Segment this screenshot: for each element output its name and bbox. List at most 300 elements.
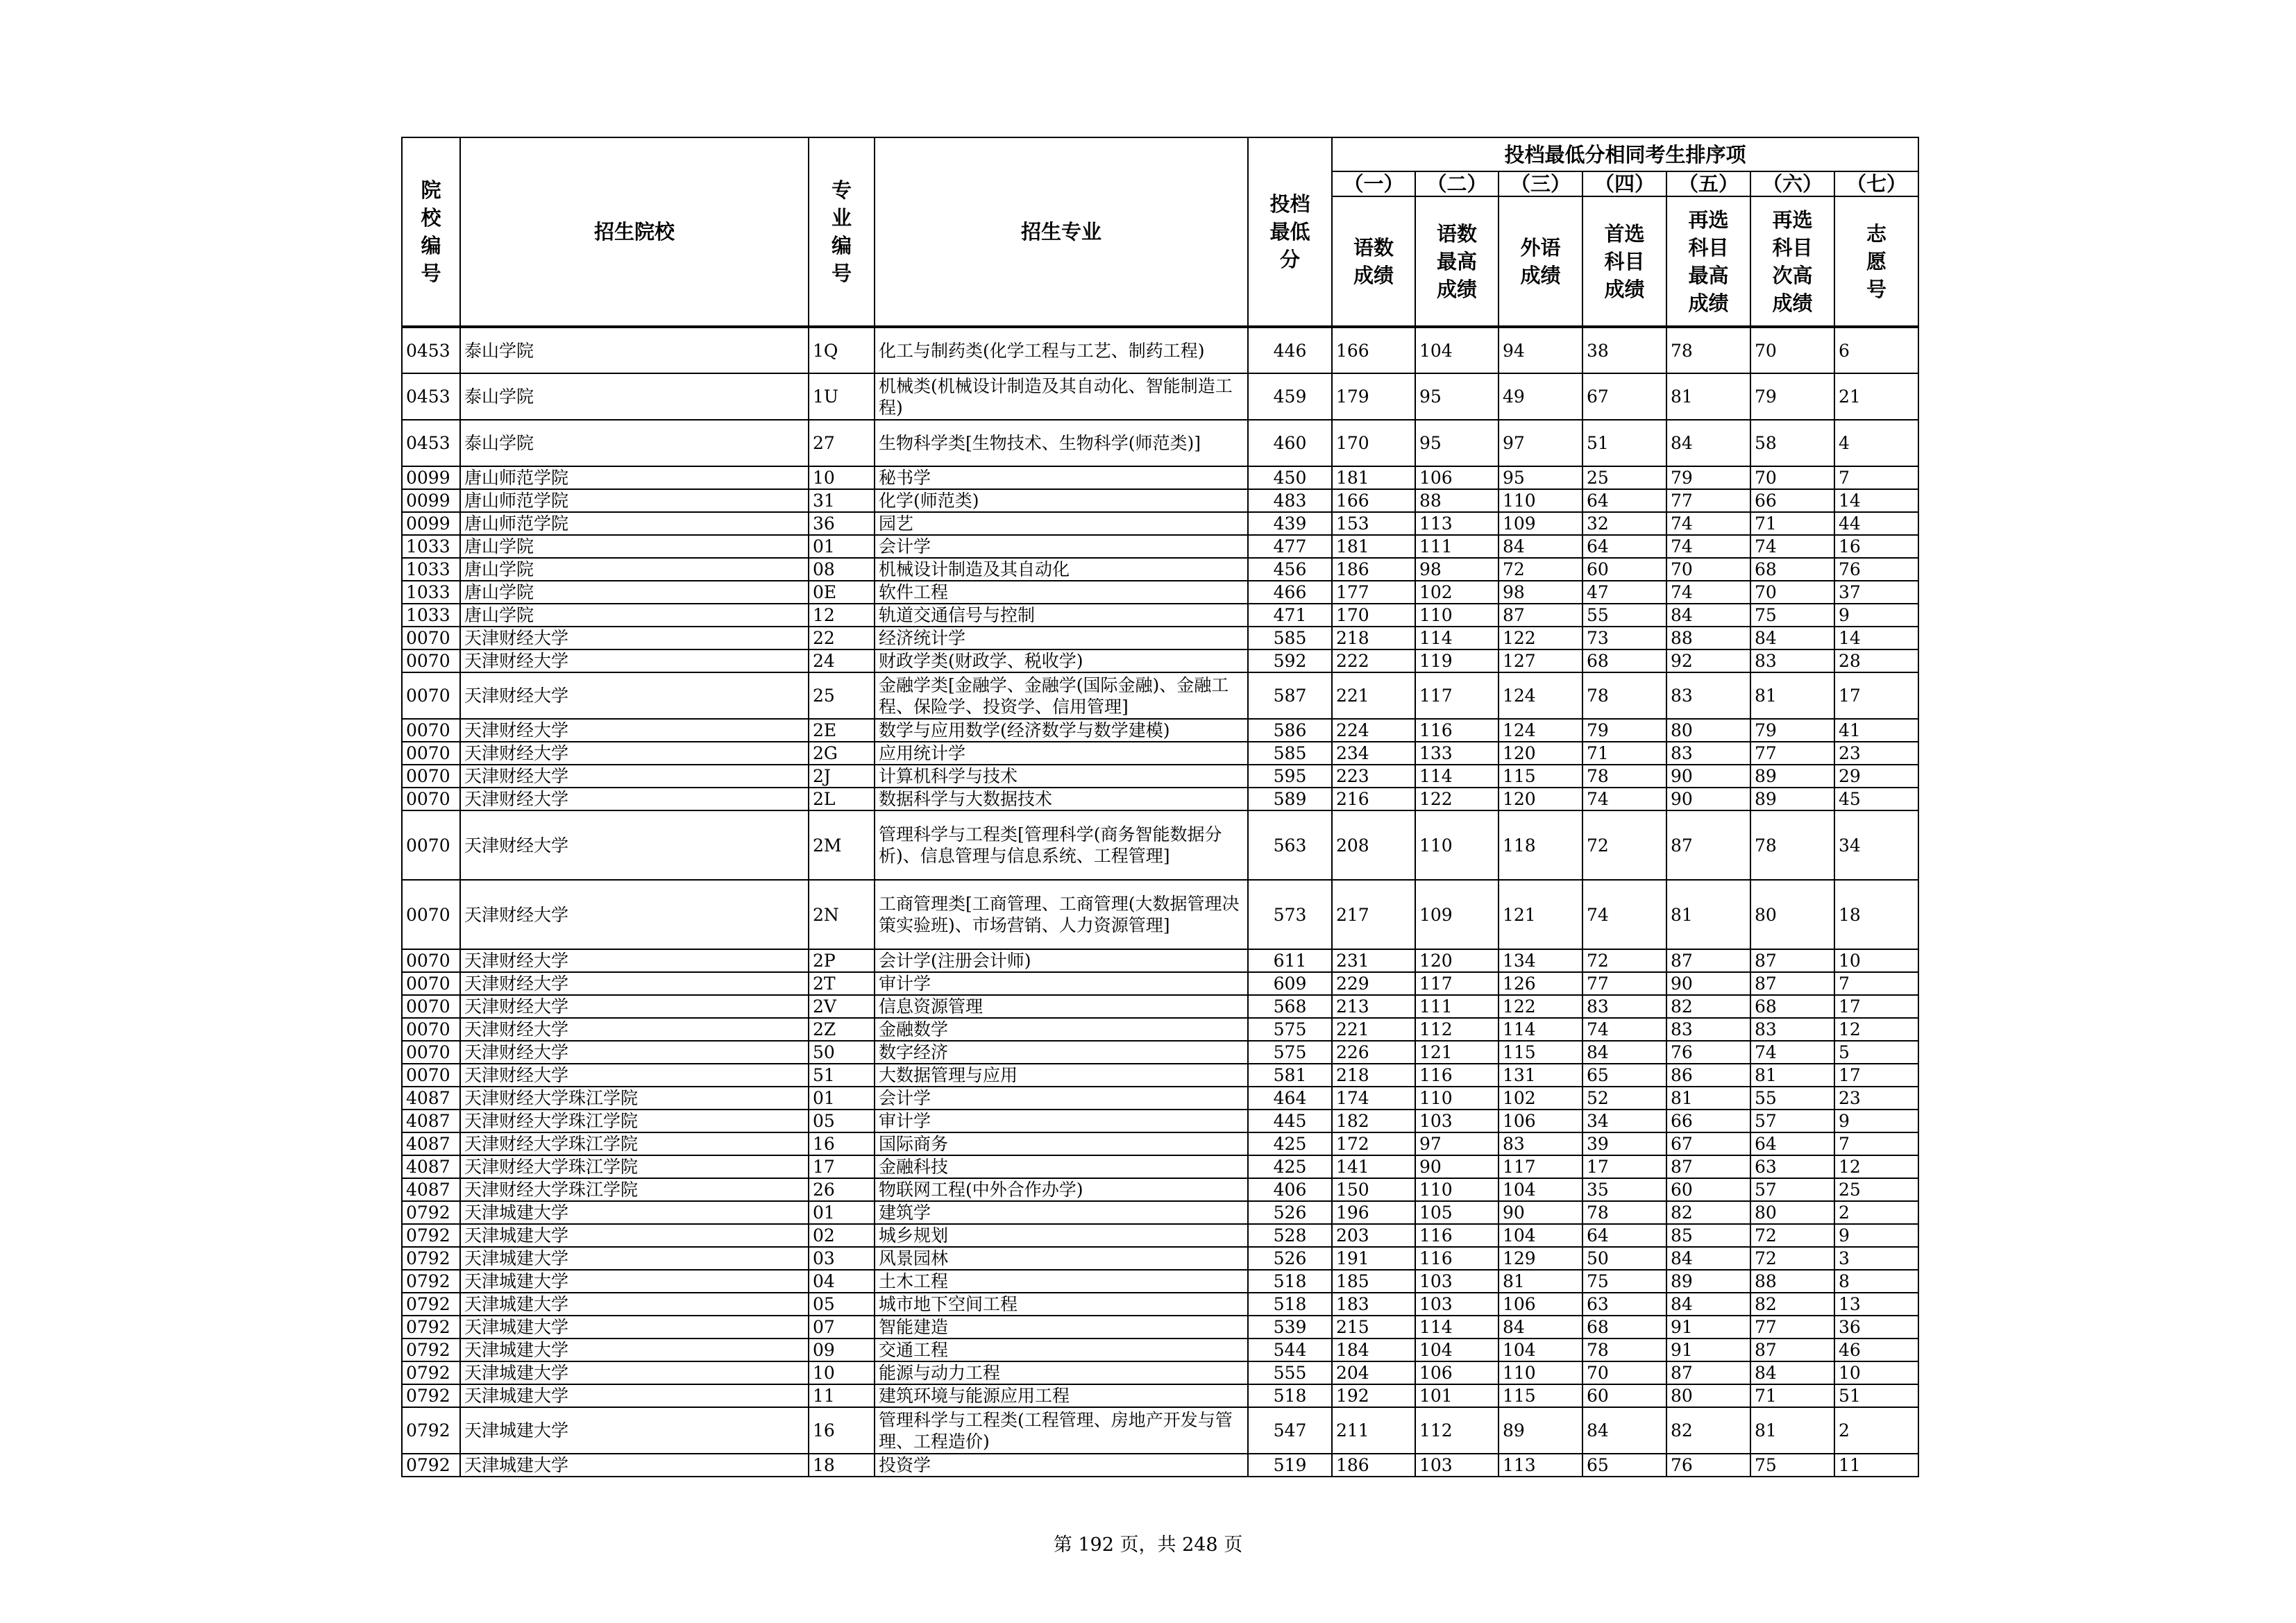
table-row xyxy=(402,604,1918,627)
major-name-cell: 建筑学 xyxy=(875,1201,1248,1224)
order-3-cell: 98 xyxy=(1499,581,1582,604)
order-2-cell: 111 xyxy=(1415,995,1499,1018)
major-code-cell: 2T xyxy=(809,972,875,995)
order-6-cell: 80 xyxy=(1750,880,1834,949)
school-code-cell: 1033 xyxy=(402,558,460,581)
min-score-cell: 439 xyxy=(1248,512,1332,535)
table-row xyxy=(402,995,1918,1018)
order-6-cell: 89 xyxy=(1750,765,1834,788)
order-7-cell: 51 xyxy=(1834,1384,1918,1407)
major-name-cell: 工商管理类[工商管理、工商管理(大数据管理决策实验班)、市场营销、人力资源管理] xyxy=(875,880,1248,949)
order-1-cell: 186 xyxy=(1332,558,1415,581)
order-4-cell: 84 xyxy=(1582,1041,1666,1064)
major-code-cell: 01 xyxy=(809,535,875,558)
school-code-cell: 0792 xyxy=(402,1270,460,1293)
major-name-cell: 交通工程 xyxy=(875,1339,1248,1361)
school-name-cell: 泰山学院 xyxy=(460,420,809,466)
min-score-cell: 445 xyxy=(1248,1110,1332,1132)
order-6-cell: 57 xyxy=(1750,1110,1834,1132)
order-5-cell: 83 xyxy=(1666,1018,1750,1041)
order-1-cell: 192 xyxy=(1332,1384,1415,1407)
order-1-cell: 223 xyxy=(1332,765,1415,788)
order-6-cell: 70 xyxy=(1750,466,1834,489)
major-code-cell: 05 xyxy=(809,1293,875,1316)
order-2-cell: 106 xyxy=(1415,466,1499,489)
major-name-cell: 大数据管理与应用 xyxy=(875,1064,1248,1087)
header-order-5: （五） xyxy=(1666,171,1750,196)
major-name-cell: 园艺 xyxy=(875,512,1248,535)
order-7-cell: 9 xyxy=(1834,1224,1918,1247)
school-code-cell: 0070 xyxy=(402,949,460,972)
order-5-cell: 87 xyxy=(1666,1361,1750,1384)
order-7-cell: 12 xyxy=(1834,1018,1918,1041)
order-5-cell: 77 xyxy=(1666,489,1750,512)
school-name-cell: 唐山学院 xyxy=(460,604,809,627)
order-1-cell: 231 xyxy=(1332,949,1415,972)
major-name-cell: 能源与动力工程 xyxy=(875,1361,1248,1384)
order-4-cell: 64 xyxy=(1582,1224,1666,1247)
order-4-cell: 32 xyxy=(1582,512,1666,535)
order-7-cell: 37 xyxy=(1834,581,1918,604)
order-6-cell: 68 xyxy=(1750,995,1834,1018)
order-7-cell: 4 xyxy=(1834,420,1918,466)
order-3-cell: 83 xyxy=(1499,1132,1582,1155)
major-name-cell: 生物科学类[生物技术、生物科学(师范类)] xyxy=(875,420,1248,466)
school-name-cell: 天津财经大学 xyxy=(460,742,809,765)
school-code-cell: 1033 xyxy=(402,581,460,604)
order-5-cell: 76 xyxy=(1666,1041,1750,1064)
school-code-cell: 0792 xyxy=(402,1454,460,1477)
order-1-cell: 226 xyxy=(1332,1041,1415,1064)
major-code-cell: 26 xyxy=(809,1178,875,1201)
major-name-cell: 数据科学与大数据技术 xyxy=(875,788,1248,810)
order-4-cell: 60 xyxy=(1582,558,1666,581)
order-1-cell: 153 xyxy=(1332,512,1415,535)
school-code-cell: 0792 xyxy=(402,1224,460,1247)
school-name-cell: 唐山师范学院 xyxy=(460,512,809,535)
order-4-cell: 64 xyxy=(1582,535,1666,558)
order-1-cell: 174 xyxy=(1332,1087,1415,1110)
order-7-cell: 2 xyxy=(1834,1201,1918,1224)
school-code-cell: 4087 xyxy=(402,1178,460,1201)
order-4-cell: 65 xyxy=(1582,1064,1666,1087)
order-2-cell: 119 xyxy=(1415,649,1499,672)
order-6-cell: 70 xyxy=(1750,327,1834,373)
major-code-cell: 50 xyxy=(809,1041,875,1064)
table-row xyxy=(402,535,1918,558)
table-row xyxy=(402,1224,1918,1247)
order-1-cell: 170 xyxy=(1332,604,1415,627)
major-code-cell: 0E xyxy=(809,581,875,604)
major-code-cell: 31 xyxy=(809,489,875,512)
min-score-cell: 477 xyxy=(1248,535,1332,558)
order-4-cell: 71 xyxy=(1582,742,1666,765)
table-row xyxy=(402,373,1918,420)
order-4-cell: 78 xyxy=(1582,672,1666,719)
order-1-cell: 208 xyxy=(1332,810,1415,880)
order-2-cell: 106 xyxy=(1415,1361,1499,1384)
school-name-cell: 天津城建大学 xyxy=(460,1201,809,1224)
major-name-cell: 管理科学与工程类(工程管理、房地产开发与管理、工程造价) xyxy=(875,1407,1248,1454)
major-code-cell: 2J xyxy=(809,765,875,788)
school-name-cell: 天津财经大学 xyxy=(460,1018,809,1041)
major-code-cell: 02 xyxy=(809,1224,875,1247)
header-name-5: 再选科目最高成绩 xyxy=(1666,196,1750,327)
order-3-cell: 102 xyxy=(1499,1087,1582,1110)
order-2-cell: 114 xyxy=(1415,1316,1499,1339)
order-4-cell: 52 xyxy=(1582,1087,1666,1110)
major-name-cell: 轨道交通信号与控制 xyxy=(875,604,1248,627)
order-6-cell: 77 xyxy=(1750,742,1834,765)
order-5-cell: 76 xyxy=(1666,1454,1750,1477)
table-row xyxy=(402,1454,1918,1477)
min-score-cell: 518 xyxy=(1248,1270,1332,1293)
order-2-cell: 88 xyxy=(1415,489,1499,512)
order-5-cell: 90 xyxy=(1666,788,1750,810)
major-name-cell: 金融学类[金融学、金融学(国际金融)、金融工程、保险学、投资学、信用管理] xyxy=(875,672,1248,719)
major-code-cell: 16 xyxy=(809,1132,875,1155)
order-5-cell: 84 xyxy=(1666,604,1750,627)
min-score-cell: 446 xyxy=(1248,327,1332,373)
min-score-cell: 526 xyxy=(1248,1201,1332,1224)
major-code-cell: 2N xyxy=(809,880,875,949)
major-name-cell: 会计学(注册会计师) xyxy=(875,949,1248,972)
school-code-cell: 4087 xyxy=(402,1155,460,1178)
school-name-cell: 天津财经大学 xyxy=(460,765,809,788)
order-7-cell: 12 xyxy=(1834,1155,1918,1178)
major-name-cell: 机械类(机械设计制造及其自动化、智能制造工程) xyxy=(875,373,1248,420)
order-7-cell: 13 xyxy=(1834,1293,1918,1316)
order-4-cell: 47 xyxy=(1582,581,1666,604)
school-name-cell: 天津财经大学珠江学院 xyxy=(460,1087,809,1110)
table-row xyxy=(402,1270,1918,1293)
school-code-cell: 0792 xyxy=(402,1407,460,1454)
order-5-cell: 90 xyxy=(1666,765,1750,788)
table-row xyxy=(402,489,1918,512)
order-3-cell: 110 xyxy=(1499,1361,1582,1384)
major-name-cell: 信息资源管理 xyxy=(875,995,1248,1018)
major-code-cell: 05 xyxy=(809,1110,875,1132)
header-order-6: （六） xyxy=(1750,171,1834,196)
school-name-cell: 天津财经大学 xyxy=(460,788,809,810)
order-3-cell: 95 xyxy=(1499,466,1582,489)
school-code-cell: 1033 xyxy=(402,604,460,627)
table-row xyxy=(402,1407,1918,1454)
order-1-cell: 166 xyxy=(1332,489,1415,512)
order-3-cell: 104 xyxy=(1499,1224,1582,1247)
header-order-4: （四） xyxy=(1582,171,1666,196)
order-4-cell: 34 xyxy=(1582,1110,1666,1132)
order-3-cell: 97 xyxy=(1499,420,1582,466)
min-score-cell: 575 xyxy=(1248,1041,1332,1064)
order-7-cell: 17 xyxy=(1834,672,1918,719)
order-1-cell: 177 xyxy=(1332,581,1415,604)
order-3-cell: 94 xyxy=(1499,327,1582,373)
min-score-cell: 581 xyxy=(1248,1064,1332,1087)
min-score-cell: 450 xyxy=(1248,466,1332,489)
school-code-cell: 0792 xyxy=(402,1201,460,1224)
order-2-cell: 121 xyxy=(1415,1041,1499,1064)
order-1-cell: 186 xyxy=(1332,1454,1415,1477)
min-score-cell: 456 xyxy=(1248,558,1332,581)
min-score-cell: 483 xyxy=(1248,489,1332,512)
min-score-cell: 587 xyxy=(1248,672,1332,719)
order-2-cell: 98 xyxy=(1415,558,1499,581)
table-row xyxy=(402,1247,1918,1270)
header-name-3: 外语成绩 xyxy=(1499,196,1582,327)
table-row xyxy=(402,1155,1918,1178)
table-row xyxy=(402,1064,1918,1087)
order-7-cell: 7 xyxy=(1834,972,1918,995)
school-name-cell: 唐山学院 xyxy=(460,581,809,604)
school-name-cell: 唐山师范学院 xyxy=(460,489,809,512)
order-1-cell: 141 xyxy=(1332,1155,1415,1178)
order-7-cell: 34 xyxy=(1834,810,1918,880)
order-2-cell: 116 xyxy=(1415,1247,1499,1270)
major-name-cell: 城市地下空间工程 xyxy=(875,1293,1248,1316)
school-code-cell: 4087 xyxy=(402,1132,460,1155)
order-5-cell: 90 xyxy=(1666,972,1750,995)
order-5-cell: 74 xyxy=(1666,512,1750,535)
order-3-cell: 104 xyxy=(1499,1339,1582,1361)
order-3-cell: 121 xyxy=(1499,880,1582,949)
school-name-cell: 唐山师范学院 xyxy=(460,466,809,489)
header-min-score: 投档最低分 xyxy=(1248,137,1332,327)
order-3-cell: 84 xyxy=(1499,535,1582,558)
major-code-cell: 01 xyxy=(809,1087,875,1110)
major-name-cell: 城乡规划 xyxy=(875,1224,1248,1247)
order-6-cell: 72 xyxy=(1750,1224,1834,1247)
major-code-cell: 27 xyxy=(809,420,875,466)
table-row xyxy=(402,788,1918,810)
table-row xyxy=(402,765,1918,788)
school-code-cell: 1033 xyxy=(402,535,460,558)
min-score-cell: 519 xyxy=(1248,1454,1332,1477)
table-row xyxy=(402,1110,1918,1132)
major-name-cell: 会计学 xyxy=(875,535,1248,558)
order-1-cell: 185 xyxy=(1332,1270,1415,1293)
school-name-cell: 天津财经大学珠江学院 xyxy=(460,1110,809,1132)
order-7-cell: 11 xyxy=(1834,1454,1918,1477)
min-score-cell: 611 xyxy=(1248,949,1332,972)
table-row xyxy=(402,1178,1918,1201)
order-6-cell: 72 xyxy=(1750,1247,1834,1270)
order-6-cell: 64 xyxy=(1750,1132,1834,1155)
school-name-cell: 天津城建大学 xyxy=(460,1224,809,1247)
order-7-cell: 9 xyxy=(1834,604,1918,627)
major-code-cell: 11 xyxy=(809,1384,875,1407)
major-code-cell: 10 xyxy=(809,466,875,489)
school-code-cell: 0792 xyxy=(402,1247,460,1270)
order-4-cell: 72 xyxy=(1582,810,1666,880)
order-1-cell: 203 xyxy=(1332,1224,1415,1247)
order-5-cell: 79 xyxy=(1666,466,1750,489)
order-2-cell: 103 xyxy=(1415,1270,1499,1293)
order-3-cell: 120 xyxy=(1499,742,1582,765)
order-5-cell: 81 xyxy=(1666,373,1750,420)
order-6-cell: 55 xyxy=(1750,1087,1834,1110)
min-score-cell: 466 xyxy=(1248,581,1332,604)
order-4-cell: 17 xyxy=(1582,1155,1666,1178)
order-5-cell: 66 xyxy=(1666,1110,1750,1132)
major-code-cell: 2L xyxy=(809,788,875,810)
major-code-cell: 16 xyxy=(809,1407,875,1454)
order-2-cell: 103 xyxy=(1415,1454,1499,1477)
school-code-cell: 0070 xyxy=(402,1018,460,1041)
major-name-cell: 土木工程 xyxy=(875,1270,1248,1293)
header-major-code: 专业编号 xyxy=(809,137,875,327)
order-3-cell: 72 xyxy=(1499,558,1582,581)
order-6-cell: 87 xyxy=(1750,972,1834,995)
min-score-cell: 528 xyxy=(1248,1224,1332,1247)
header-order-7: （七） xyxy=(1834,171,1918,196)
order-7-cell: 17 xyxy=(1834,1064,1918,1087)
order-5-cell: 70 xyxy=(1666,558,1750,581)
school-code-cell: 0099 xyxy=(402,489,460,512)
table-row xyxy=(402,1316,1918,1339)
table-row xyxy=(402,327,1918,373)
order-2-cell: 105 xyxy=(1415,1201,1499,1224)
header-name-4: 首选科目成绩 xyxy=(1582,196,1666,327)
order-2-cell: 110 xyxy=(1415,604,1499,627)
order-7-cell: 16 xyxy=(1834,535,1918,558)
school-name-cell: 天津财经大学 xyxy=(460,672,809,719)
order-3-cell: 89 xyxy=(1499,1407,1582,1454)
order-4-cell: 84 xyxy=(1582,1407,1666,1454)
order-3-cell: 106 xyxy=(1499,1293,1582,1316)
school-name-cell: 天津城建大学 xyxy=(460,1407,809,1454)
order-7-cell: 21 xyxy=(1834,373,1918,420)
order-2-cell: 110 xyxy=(1415,1087,1499,1110)
table-row xyxy=(402,742,1918,765)
min-score-cell: 555 xyxy=(1248,1361,1332,1384)
order-7-cell: 6 xyxy=(1834,327,1918,373)
order-5-cell: 91 xyxy=(1666,1316,1750,1339)
major-code-cell: 22 xyxy=(809,627,875,649)
order-2-cell: 97 xyxy=(1415,1132,1499,1155)
order-6-cell: 57 xyxy=(1750,1178,1834,1201)
min-score-cell: 464 xyxy=(1248,1087,1332,1110)
major-code-cell: 17 xyxy=(809,1155,875,1178)
order-2-cell: 95 xyxy=(1415,420,1499,466)
order-2-cell: 102 xyxy=(1415,581,1499,604)
table-row xyxy=(402,1018,1918,1041)
school-name-cell: 天津财经大学 xyxy=(460,810,809,880)
min-score-cell: 563 xyxy=(1248,810,1332,880)
order-7-cell: 23 xyxy=(1834,742,1918,765)
major-name-cell: 金融数学 xyxy=(875,1018,1248,1041)
order-2-cell: 90 xyxy=(1415,1155,1499,1178)
min-score-cell: 609 xyxy=(1248,972,1332,995)
order-6-cell: 80 xyxy=(1750,1201,1834,1224)
order-2-cell: 103 xyxy=(1415,1293,1499,1316)
major-name-cell: 审计学 xyxy=(875,972,1248,995)
school-code-cell: 0099 xyxy=(402,512,460,535)
order-7-cell: 3 xyxy=(1834,1247,1918,1270)
table-row xyxy=(402,581,1918,604)
school-code-cell: 0453 xyxy=(402,327,460,373)
major-name-cell: 化工与制药类(化学工程与工艺、制药工程) xyxy=(875,327,1248,373)
order-3-cell: 127 xyxy=(1499,649,1582,672)
table-row xyxy=(402,1201,1918,1224)
order-6-cell: 87 xyxy=(1750,1339,1834,1361)
order-4-cell: 77 xyxy=(1582,972,1666,995)
admission-table xyxy=(401,137,1919,1477)
major-code-cell: 24 xyxy=(809,649,875,672)
order-5-cell: 80 xyxy=(1666,1384,1750,1407)
header-school-name: 招生院校 xyxy=(460,137,809,327)
order-5-cell: 84 xyxy=(1666,1247,1750,1270)
order-5-cell: 67 xyxy=(1666,1132,1750,1155)
order-4-cell: 78 xyxy=(1582,1201,1666,1224)
school-code-cell: 0099 xyxy=(402,466,460,489)
school-code-cell: 0070 xyxy=(402,1064,460,1087)
order-3-cell: 49 xyxy=(1499,373,1582,420)
order-1-cell: 191 xyxy=(1332,1247,1415,1270)
school-code-cell: 0792 xyxy=(402,1339,460,1361)
order-5-cell: 86 xyxy=(1666,1064,1750,1087)
order-3-cell: 87 xyxy=(1499,604,1582,627)
order-5-cell: 78 xyxy=(1666,327,1750,373)
order-3-cell: 131 xyxy=(1499,1064,1582,1087)
school-name-cell: 天津财经大学 xyxy=(460,995,809,1018)
major-code-cell: 36 xyxy=(809,512,875,535)
major-name-cell: 审计学 xyxy=(875,1110,1248,1132)
min-score-cell: 547 xyxy=(1248,1407,1332,1454)
order-5-cell: 87 xyxy=(1666,949,1750,972)
school-name-cell: 天津财经大学 xyxy=(460,880,809,949)
page-footer: 第 192 页，共 248 页 xyxy=(1053,1534,1243,1556)
major-name-cell: 软件工程 xyxy=(875,581,1248,604)
table-row xyxy=(402,719,1918,742)
school-name-cell: 天津财经大学珠江学院 xyxy=(460,1132,809,1155)
order-2-cell: 122 xyxy=(1415,788,1499,810)
school-name-cell: 天津城建大学 xyxy=(460,1361,809,1384)
order-4-cell: 39 xyxy=(1582,1132,1666,1155)
order-3-cell: 84 xyxy=(1499,1316,1582,1339)
school-code-cell: 0070 xyxy=(402,1041,460,1064)
major-name-cell: 秘书学 xyxy=(875,466,1248,489)
order-1-cell: 204 xyxy=(1332,1361,1415,1384)
order-2-cell: 133 xyxy=(1415,742,1499,765)
order-3-cell: 106 xyxy=(1499,1110,1582,1132)
table-row xyxy=(402,649,1918,672)
order-1-cell: 166 xyxy=(1332,327,1415,373)
order-4-cell: 35 xyxy=(1582,1178,1666,1201)
order-6-cell: 70 xyxy=(1750,581,1834,604)
school-code-cell: 0070 xyxy=(402,788,460,810)
table-row xyxy=(402,512,1918,535)
table-body xyxy=(402,327,1918,1477)
order-5-cell: 84 xyxy=(1666,420,1750,466)
order-6-cell: 78 xyxy=(1750,810,1834,880)
school-name-cell: 天津财经大学珠江学院 xyxy=(460,1178,809,1201)
major-code-cell: 2V xyxy=(809,995,875,1018)
order-5-cell: 83 xyxy=(1666,672,1750,719)
order-6-cell: 81 xyxy=(1750,672,1834,719)
major-code-cell: 07 xyxy=(809,1316,875,1339)
school-code-cell: 4087 xyxy=(402,1087,460,1110)
header-name-6: 再选科目次高成绩 xyxy=(1750,196,1834,327)
school-code-cell: 0070 xyxy=(402,627,460,649)
major-code-cell: 09 xyxy=(809,1339,875,1361)
order-5-cell: 87 xyxy=(1666,810,1750,880)
table-row xyxy=(402,558,1918,581)
school-code-cell: 0070 xyxy=(402,810,460,880)
header-tie-break-title: 投档最低分相同考生排序项 xyxy=(1332,137,1918,171)
order-7-cell: 17 xyxy=(1834,995,1918,1018)
school-code-cell: 0070 xyxy=(402,880,460,949)
